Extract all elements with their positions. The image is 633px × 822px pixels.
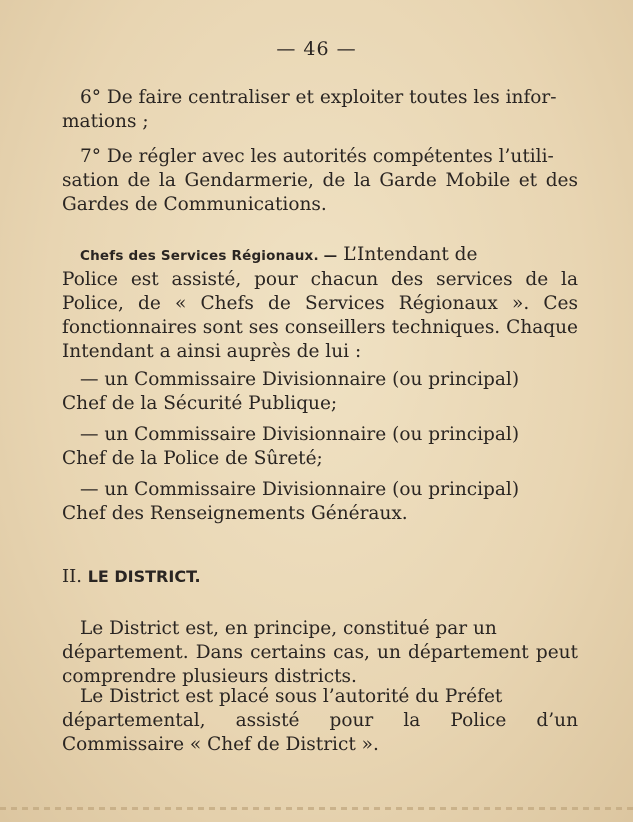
item-6-paragraph — [62, 86, 578, 134]
commissaire-item-3-line2: Chef des Renseignements Généraux. — [62, 503, 408, 524]
commissaire-item-1-line2: Chef de la Sécurité Publique; — [62, 393, 338, 414]
page-number: — 46 — — [276, 38, 357, 60]
district-p1-rest: département. Dans certains cas, un département peut comprendre plusieurs districts. — [62, 642, 578, 687]
commissaire-item-1 — [62, 368, 578, 416]
chefs-services-line1: L’Intendant de — [343, 244, 478, 265]
district-paragraph-2 — [62, 685, 578, 757]
chefs-services-label: Chefs des Services Régionaux. — — [80, 248, 338, 264]
commissaire-item-2-line1: — un Commissaire Divisionnaire (ou principal) — [80, 424, 520, 445]
commissaire-item-3 — [62, 478, 578, 526]
item-6-line2: mations ; — [62, 111, 149, 132]
chefs-services-rest: Police est assisté, pour chacun des services de la Police, de « Chefs de Services Régionaux ». Ces fonctionnaires sont ses conseillers techniques. Chaque Intendant a ainsi auprès de lui : — [62, 269, 578, 362]
district-p2-rest: départemental, assisté pour la Police d’un Commissaire « Chef de District ». — [62, 710, 578, 755]
district-heading-title: LE DISTRICT. — [87, 567, 201, 586]
commissaire-item-2-line2: Chef de la Police de Sûreté; — [62, 448, 323, 469]
district-p1-line1: Le District est, en principe, constitué par un — [80, 618, 497, 639]
item-7-rest: sation de la Gendarmerie, de la Garde Mobile et des Gardes de Communications. — [62, 170, 578, 215]
page-bottom-edge — [0, 807, 633, 810]
district-paragraph-1 — [62, 617, 578, 689]
district-p2-line1: Le District est placé sous l’autorité du Préfet — [80, 686, 503, 707]
item-6-line1: 6° De faire centraliser et exploiter toutes les infor- — [80, 87, 557, 108]
item-7-line1: 7° De régler avec les autorités compétentes l’utili- — [80, 146, 554, 167]
district-heading-number: II. — [62, 566, 82, 587]
district-heading — [62, 566, 201, 587]
commissaire-item-2 — [62, 423, 578, 471]
item-7-paragraph — [62, 145, 578, 217]
commissaire-item-3-line1: — un Commissaire Divisionnaire (ou principal) — [80, 479, 520, 500]
chefs-services-paragraph — [62, 243, 578, 364]
commissaire-item-1-line1: — un Commissaire Divisionnaire (ou principal) — [80, 369, 520, 390]
